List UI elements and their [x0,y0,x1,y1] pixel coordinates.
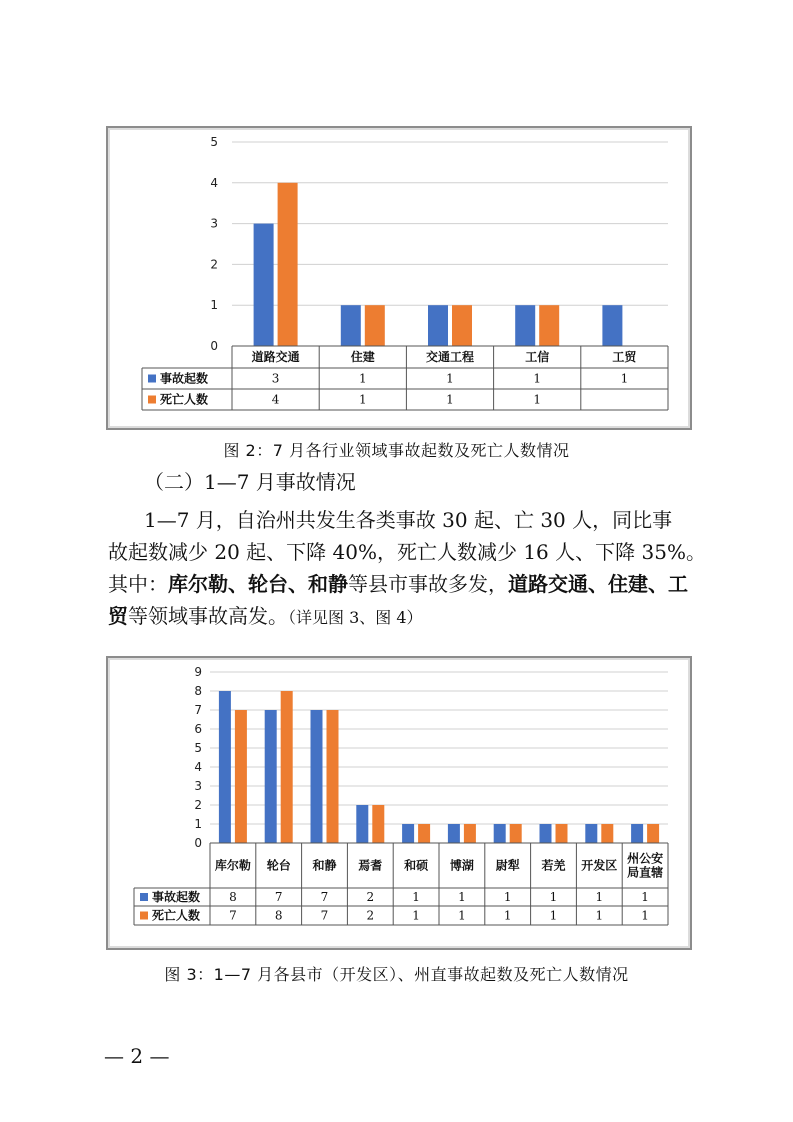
y-tick-label: 4 [210,175,218,190]
category-label: 交通工程 [425,350,475,364]
bar-deaths [418,824,430,843]
table-value: 8 [229,890,237,904]
bar-deaths [510,824,522,843]
category-label: 博湖 [449,858,474,873]
highlight-industries: 道路交通、住建、工 [508,572,688,596]
y-tick-label: 7 [194,703,202,717]
table-value: 7 [320,890,329,904]
table-value: 3 [271,371,280,386]
category-label: 工信 [525,350,550,364]
y-tick-label: 0 [210,339,218,353]
table-value: 2 [366,890,375,904]
table-value: 1 [412,908,420,923]
paragraph-line-1: 1—7 月，自治州共发生各类事故 30 起、亡 30 人，同比事 [144,508,673,532]
table-value: 2 [366,908,375,923]
bar-deaths [281,691,293,843]
industry-bar-chart [108,128,690,428]
table-value: 1 [620,371,629,386]
paragraph-line-4 [108,600,698,634]
bar-accidents [341,305,361,346]
bar-deaths [235,710,247,843]
y-tick-label: 0 [194,836,202,850]
bar-accidents [602,305,622,346]
y-tick-label: 1 [210,298,218,313]
category-label: 轮台 [266,858,291,873]
table-value: 1 [458,890,466,904]
category-label: 焉耆 [358,858,383,873]
y-tick-label: 4 [194,760,202,774]
bar-accidents [515,305,535,346]
bar-accidents [356,805,368,843]
category-label: 库尔勒 [214,858,251,873]
table-value: 1 [595,890,604,904]
table-value: 1 [641,908,649,923]
y-tick-label: 2 [194,798,202,812]
bar-deaths [372,805,384,843]
bar-accidents [585,824,597,843]
bar-accidents [254,224,274,346]
table-value: 1 [641,890,649,904]
category-label: 和硕 [404,858,429,873]
table-value: 7 [274,890,283,904]
section-heading: （二）1—7 月事故情况 [144,470,356,494]
figure-reference: （详见图 3、图 4） [288,608,423,627]
category-label: 州公安 [627,851,664,866]
table-value: 8 [274,908,283,923]
bar-accidents [402,824,414,843]
table-value: 1 [533,371,542,386]
legend-key-deaths [140,912,148,920]
bar-deaths [601,824,613,843]
bar-accidents [428,305,448,346]
bar-deaths [556,824,568,843]
table-value: 1 [549,908,558,923]
bar-deaths [327,710,339,843]
category-label: 尉犁 [495,858,520,873]
bar-accidents [219,691,231,843]
y-tick-label: 6 [194,722,202,736]
bar-deaths [539,305,559,346]
y-tick-label: 5 [210,135,218,149]
highlight-counties: 库尔勒、轮台、和静 [168,572,348,596]
table-value: 1 [549,890,558,904]
category-label: 和静 [312,858,337,873]
category-label: 若羌 [541,858,566,873]
paragraph-line-2: 故起数减少 20 起、下降 40%，死亡人数减少 16 人、下降 35%。 [108,540,706,564]
bar-deaths [452,305,472,346]
industry-chart-frame [106,126,692,430]
legend-label: 死亡人数 [152,908,201,923]
table-value: 1 [446,371,454,386]
table-value: 1 [358,392,367,407]
table-value: 1 [458,908,466,923]
table-value: 1 [412,890,420,904]
bar-accidents [448,824,460,843]
category-label: 工贸 [612,350,637,364]
category-label: 住建 [350,350,375,364]
text-segment: 其中： [108,572,168,596]
bar-accidents [311,710,323,843]
bar-deaths [647,824,659,843]
category-label: 开发区 [581,858,618,873]
bar-deaths [464,824,476,843]
legend-label: 事故起数 [160,371,209,386]
category-label: 局直辖 [627,865,664,880]
bar-deaths [365,305,385,346]
y-tick-label: 3 [194,779,202,793]
bar-accidents [540,824,552,843]
category-label: 道路交通 [251,350,300,364]
table-value: 1 [503,890,512,904]
bar-accidents [494,824,506,843]
bar-accidents [631,824,643,843]
county-chart-frame [106,656,692,950]
legend-key-accidents [148,375,156,383]
legend-key-accidents [140,893,148,901]
y-tick-label: 5 [194,741,202,755]
county-chart-caption: 图 3：1—7 月各县市（开发区）、州直事故起数及死亡人数情况 [164,965,629,984]
table-value: 4 [271,392,280,407]
table-value: 7 [229,908,237,923]
table-value: 1 [533,392,542,407]
table-value: 1 [595,908,604,923]
text-segment: 等县市事故多发， [348,572,508,596]
bar-deaths [278,183,298,346]
bar-accidents [265,710,277,843]
table-value: 1 [446,392,454,407]
text-segment: 等领域事故高发。 [128,604,288,628]
legend-label: 死亡人数 [160,392,209,407]
table-value: 1 [503,908,512,923]
summary-paragraph [108,504,706,634]
y-tick-label: 1 [194,817,202,831]
y-tick-label: 8 [194,684,202,698]
table-value: 1 [358,371,367,386]
page-number: — 2 — [104,1044,170,1068]
highlight-industries-end: 贸 [108,604,128,628]
legend-label: 事故起数 [152,890,201,904]
y-tick-label: 9 [194,665,202,679]
paragraph-line-3 [108,568,698,600]
y-tick-label: 3 [210,216,218,231]
legend-key-deaths [148,396,156,404]
industry-chart-caption: 图 2：7 月各行业领域事故起数及死亡人数情况 [223,441,570,460]
table-value: 7 [320,908,329,923]
y-tick-label: 2 [210,257,218,272]
county-bar-chart [108,658,690,948]
